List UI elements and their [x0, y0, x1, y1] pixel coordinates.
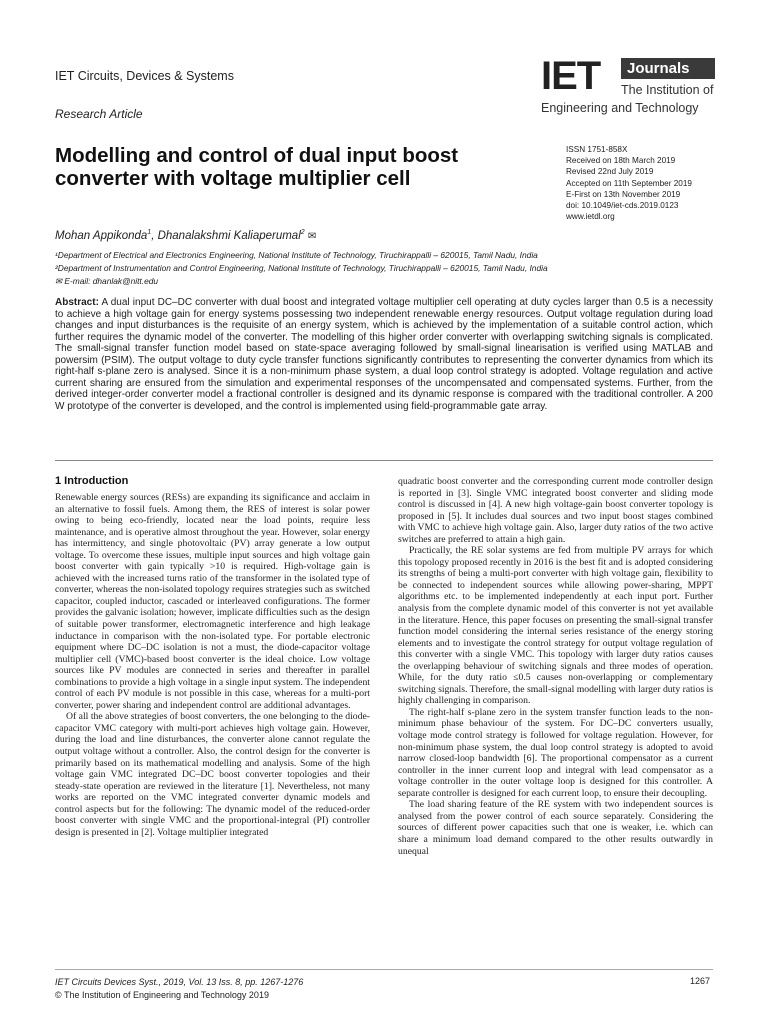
footer-info: [55, 976, 303, 1002]
section-heading: 1 Introduction: [55, 475, 129, 487]
paragraph: Of all the above strategies of boost converters, the one belonging to the diode-capacitor VMC category with multi-port achieves high voltage gain. However, during the load and line disturbances, the converter alone cannot regulate the output voltage without a controller. Also, the control design for the converter is primarily based on its mathematical modelling and analysis. Some of the high voltage gain VMC integrated DC–DC boost converter topologies and their steady-state operation are reviewed in the literature [1]. Nevertheless, not many works are reported on the VMC integrated converter dynamic models and control aspects but for the following: The dynamic model of the reduced-order boost converter with single VMC and the proportional-integral (PI) controller design is presented in [2]. Voltage multiplier integrated: [55, 711, 370, 838]
logo-institution-line1: The Institution of: [621, 83, 714, 97]
abstract-text: A dual input DC–DC converter with dual boost and integrated voltage multiplier cell operating at duty cycles larger than 0.5 is a necessity to achieve a high voltage gain for energy systems possessing two independent renewable energy resources. Output voltage regulation during load changes and input disturbances is the requisite of an energy system, which is achieved by the implementation of a suitable control action, which further requires the dynamic model of the converter. The modelling of this higher order converter with overlapping switching signals is complicated. The small-signal transfer function model based on state-space averaging followed by small-signal linearisation is verified using MATLAB and powersim (PSIM). The output voltage to duty cycle transfer functions significantly contributes to representing the converter dynamics from which its right-half s-plane zero is analysed. Since it is a non-minimum phase system, a dual loop control strategy is adopted. Voltage regulation and active current sharing are ensured from the simulation and experimental responses of the uncompensated and compensated systems. Further, from the derived integer-order converter model a fractional controller is designed and its dynamic response is compared with the traditional controller. A 200 W prototype of the converter is developed, and the control is implemented using field-programmable gate array.: [55, 297, 713, 412]
paragraph: quadratic boost converter and the corresponding current mode controller design is reported in [3]. Single VMC integrated boost converter and sliding mode control is discussed in [4]. A new high voltage-gain boost converter topology is proposed in [5]. It includes dual sources and two input boost stages combined with VMC to achieve high voltage gain. Also, larger duty ratios of the two active switches are preferred to attain a high gain.: [398, 476, 713, 545]
author-list: [55, 229, 316, 242]
affiliation-marker: 1: [147, 229, 152, 236]
right-column: [398, 476, 713, 857]
journal-name: IET Circuits, Devices & Systems: [55, 69, 234, 83]
logo-journals-badge: Journals: [621, 58, 715, 79]
paragraph: The right-half s-plane zero in the system transfer function leads to the non-minimum phase behaviour of the system. For DC–DC converters usually, voltage mode control strategy is followed for voltage regulation. However, for non-minimum phase system, the dual loop control strategy is adopted to avoid narrow closed-loop bandwidth [6]. The proportional compensator as a current controller in the inner current loop and integral with lead compensator as a voltage controller in the outer voltage loop is designed for this controller. A separate controller is designed for each current loop, to ensure their decoupling.: [398, 706, 713, 799]
received-date: Received on 18th March 2019: [566, 156, 676, 166]
author-separator: ,: [151, 229, 158, 242]
left-column: [55, 492, 370, 838]
footer-citation: IET Circuits Devices Syst., 2019, Vol. 13 Iss. 8, pp. 1267-1276: [55, 977, 304, 987]
author-name: Dhanalakshmi Kaliaperumal: [157, 229, 301, 242]
website-link[interactable]: www.ietdl.org: [566, 212, 615, 222]
paragraph: Practically, the RE solar systems are fed from multiple PV arrays for which this topology proposed recently in 2016 is the best fit and is adopted considering its strengths of being a multi-port converter with high voltage gain, flexibility to be connected to independent sources while allowing power-sharing, MPPT algorithms etc. to be implemented independently at each input port. Further analysis from the complete dynamic model of this converter is not yet available in the literature. Hence, this paper focuses on presenting the small-signal transfer function model considering the internal series resistance of the energy storing elements and to investigate the control strategy for output voltage regulation of this converter with a single VMC. This topology with larger duty ratios causes the overlapping behaviour of switching signals and three modes of operation. While, for the duty ratio ≤0.5 causes non-overlapping or complementary switching signals. Therefore, the small-signal modelling with larger duty ratios is highly challenging in comparison.: [398, 545, 713, 707]
efirst-date: E-First on 13th November 2019: [566, 189, 681, 199]
paragraph: Renewable energy sources (RESs) are expanding its significance and acclaim in an alternative to fossil fuels. Among them, the RES of interest is solar power owing to being eco-friendly, located near the load points, require less maintenance, and is operative almost throughout the year. However, solar energy has intermittency, and single photovoltaic (PV) array generate a low output voltage. To overcome these issues, multiple input sources and high voltage gain boost converter with gain typically >10 is required. High-voltage gain is achieved with the increased turns ratio of the transformer in the isolated type of converter, whereas the non-isolated topology requires strategies such as switched capacitor, coupled inductor, cascaded or interleaved configurations. The former provides the galvanic isolation; however, implicate difficulties such as the design of suitable power transformer, electromagnetic interference and high leakage inductance in comparison with the non-isolated type. For portable electronic equipment where DC–DC isolation is not a must, the diode-capacitor voltage multiplier cell (VMC)-based boost converter is the ideal choice. Low voltage sources like PV modules are connected in series and thereafter in parallel combinations to provide a high voltage in a single input system. The independent control of each PV module is not possible in this case, whereas for a multi-port converter, power sharing and independent control are additional advantages.: [55, 492, 370, 711]
email-line[interactable]: ✉ E-mail: dhanlak@nitt.edu: [55, 276, 159, 286]
paper-title: Modelling and control of dual input boost converter with voltage multiplier cell: [55, 144, 459, 190]
logo-institution-line2: Engineering and Technology: [541, 101, 699, 115]
paragraph: The load sharing feature of the RE system with two independent sources is analysed from the power control of each source separately. Considering the sources of different power capacities such that one is weaker, i.e. which can share a minimum load demand compared to the other results outwardly in unequal: [398, 799, 713, 857]
logo-letters: IET: [541, 54, 601, 98]
abstract: [55, 297, 713, 412]
affiliations: [55, 249, 548, 288]
accepted-date: Accepted on 11th September 2019: [566, 178, 692, 188]
abstract-label: Abstract:: [55, 297, 99, 308]
article-type: Research Article: [55, 107, 143, 121]
footer-divider: [55, 969, 713, 970]
affiliation-marker: 2: [300, 229, 305, 236]
affiliation-1: ¹Department of Electrical and Electronics Engineering, National Institute of Technology, Tiruchirappalli – 620015, Tamil Nadu, India: [55, 250, 538, 260]
issn: ISSN 1751-858X: [566, 145, 628, 154]
page-number: 1267: [690, 976, 711, 986]
footer-copyright: © The Institution of Engineering and Technology 2019: [55, 990, 269, 1000]
affiliation-2: ²Department of Instrumentation and Control Engineering, National Institute of Technology, Tiruchirappalli – 620015, Tamil Nadu, India: [55, 263, 548, 273]
author-name: Mohan Appikonda: [55, 229, 148, 242]
mail-icon[interactable]: ✉: [307, 230, 317, 242]
doi[interactable]: doi: 10.1049/iet-cds.2019.0123: [566, 201, 679, 211]
divider: [55, 460, 713, 461]
iet-logo: [541, 54, 717, 121]
article-metadata: [566, 144, 692, 222]
revised-date: Revised 22nd July 2019: [566, 167, 654, 177]
